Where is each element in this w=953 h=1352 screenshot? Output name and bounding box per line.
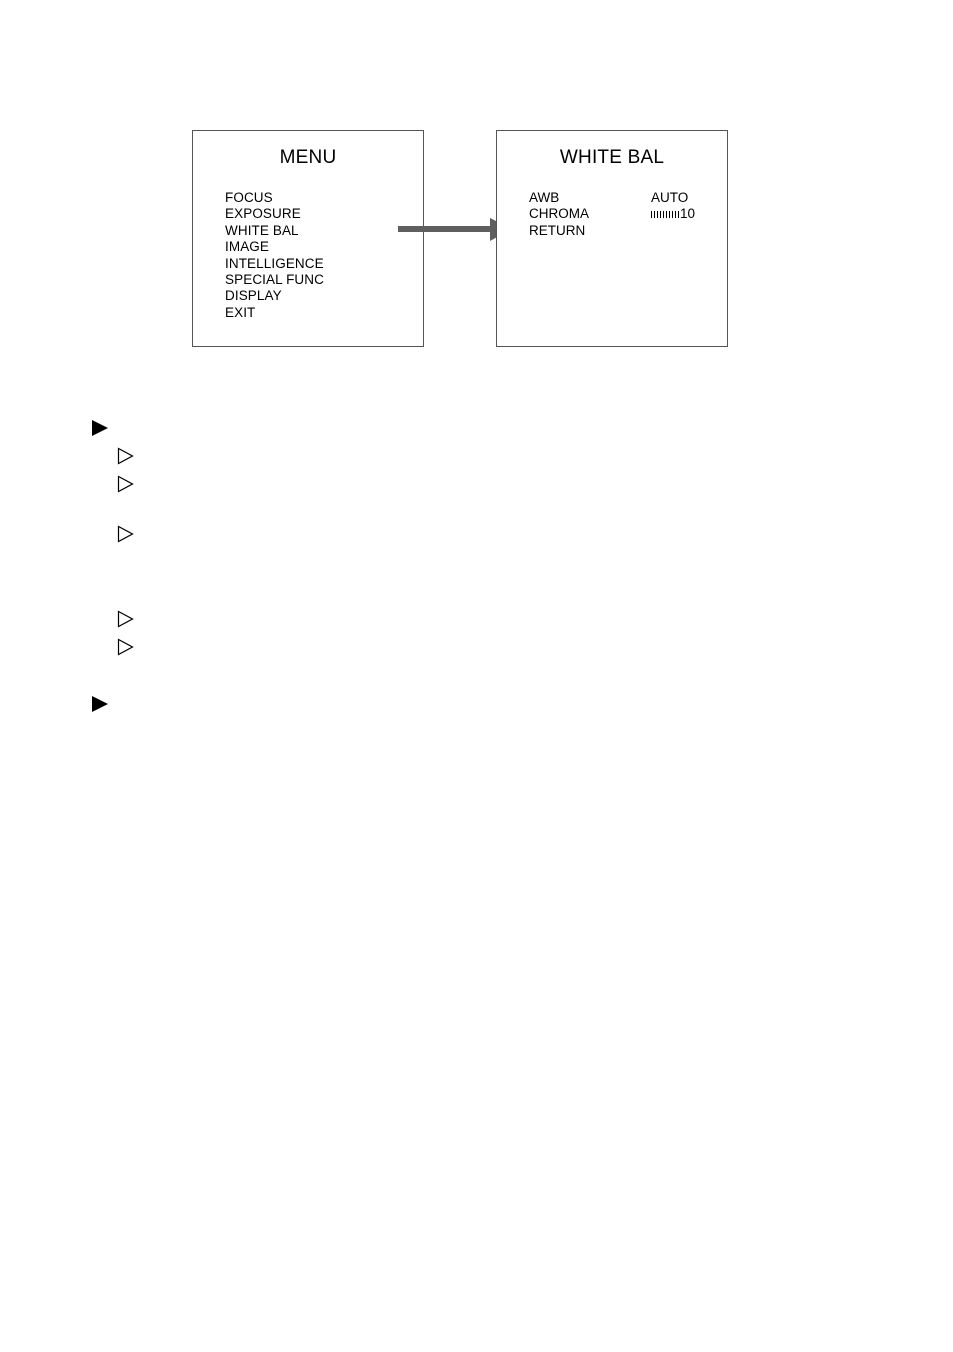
return-label[interactable]: RETURN <box>529 222 586 238</box>
menu-item-image[interactable]: IMAGE <box>225 239 270 255</box>
chroma-value-group <box>651 206 695 222</box>
menu-item-special-func[interactable]: SPECIAL FUNC <box>225 271 324 287</box>
outline-triangle-bullet-icon <box>116 446 136 466</box>
outline-triangle-bullet-icon <box>116 609 136 629</box>
menu-item-focus[interactable]: FOCUS <box>225 190 273 205</box>
filled-triangle-bullet-icon <box>90 418 110 438</box>
awb-label[interactable]: AWB <box>529 190 560 205</box>
filled-triangle-bullet-icon <box>90 694 110 714</box>
menu-item-white-bal[interactable]: WHITE BAL <box>225 222 299 238</box>
menu-list <box>225 190 324 321</box>
outline-triangle-bullet-icon <box>116 474 136 494</box>
menu-item-exposure[interactable]: EXPOSURE <box>225 206 301 222</box>
menu-item-display[interactable]: DISPLAY <box>225 288 282 304</box>
chroma-value: 10 <box>680 206 696 222</box>
outline-triangle-bullet-icon <box>116 637 136 657</box>
outline-triangle-bullet-icon <box>116 524 136 544</box>
chroma-label[interactable]: CHROMA <box>529 206 589 222</box>
awb-value: AUTO <box>651 190 689 205</box>
white-bal-screen <box>496 130 728 347</box>
chroma-level-bars-icon <box>651 210 679 220</box>
menu-item-exit[interactable]: EXIT <box>225 304 256 320</box>
menu-item-intelligence[interactable]: INTELLIGENCE <box>225 255 324 271</box>
menu-screen <box>192 130 424 347</box>
menu-title: MENU <box>279 147 337 168</box>
white-bal-title: WHITE BAL <box>559 147 665 168</box>
